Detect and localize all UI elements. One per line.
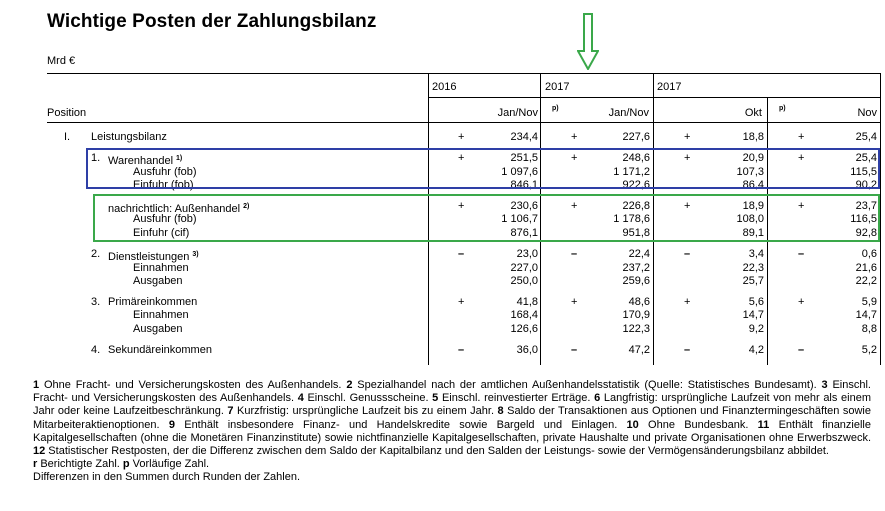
value-cell: 122,3 xyxy=(622,323,650,335)
value-sign: + xyxy=(684,152,691,164)
value-cell: 90,2 xyxy=(855,179,877,191)
value-cell: 846,1 xyxy=(510,179,538,191)
footnote-marker: 1 xyxy=(33,379,40,391)
header-marker-p: p) xyxy=(552,105,559,112)
value-cell: 22,4 xyxy=(628,248,650,260)
footnote-text: Ohne Bundesbank. xyxy=(638,418,758,431)
footnote-marker: 12 xyxy=(33,445,46,458)
row-label-text: Ausgaben xyxy=(133,275,183,287)
footnote-text: Enthält finanzielle Kapitalgesellschaften (ohne die Monetären Finanzinstitute) sowie nichtfinanzielle Kapitalgesellschaften, private Haushalte und private Organisationen ohne Erwerbszweck. xyxy=(33,418,871,444)
value-cell: 234,4 xyxy=(510,131,538,143)
value-sign: + xyxy=(571,131,578,143)
footnote-marker: p xyxy=(122,458,130,471)
footnote-marker: 3 xyxy=(821,379,828,391)
value-cell: 1 171,2 xyxy=(613,166,650,178)
value-sign: + xyxy=(458,200,465,212)
row-number: 1. xyxy=(91,152,101,164)
header-marker-p: p) xyxy=(779,105,786,112)
footnote-marker: 6 xyxy=(594,392,601,405)
value-cell: 227,6 xyxy=(622,131,650,143)
footnote-text: Differenzen in den Summen durch Runden der Zahlen. xyxy=(33,471,301,484)
value-cell: 23,7 xyxy=(855,200,877,212)
value-cell: 237,2 xyxy=(622,262,650,274)
value-cell: 259,6 xyxy=(622,275,650,287)
value-sign: + xyxy=(571,296,578,308)
row-label-text: Leistungsbilanz xyxy=(91,131,167,143)
value-sign: + xyxy=(458,152,465,164)
value-cell: 248,6 xyxy=(622,152,650,164)
page-title: Wichtige Posten der Zahlungsbilanz xyxy=(47,11,377,32)
value-cell: 22,2 xyxy=(855,275,877,287)
row-label-text: Sekundäreinkommen xyxy=(108,344,212,356)
value-cell: 22,3 xyxy=(742,262,764,274)
value-sign: + xyxy=(798,296,805,308)
value-sign: – xyxy=(571,248,578,260)
footnote-line xyxy=(33,458,871,471)
footnote-text: Berichtigte Zahl. xyxy=(37,458,123,471)
row-label-text: Ausfuhr (fob) xyxy=(133,166,197,178)
row-label-text: Ausfuhr (fob) xyxy=(133,213,197,225)
footnote-marker: 7 xyxy=(227,405,234,418)
value-cell: 250,0 xyxy=(510,275,538,287)
row-number: 3. xyxy=(91,296,101,308)
value-sign: + xyxy=(458,131,465,143)
value-cell: 226,8 xyxy=(622,200,650,212)
value-cell: 25,7 xyxy=(742,275,764,287)
footnote-text: Langfristig: ursprüngliche Laufzeit von mehr als einem Jahr oder keine Laufzeitbeschränkung. xyxy=(33,392,871,418)
footnote-text: Kurzfristig: ursprüngliche Laufzeit bis zu einem Jahr. xyxy=(233,405,498,418)
row-label-text: Ausgaben xyxy=(133,323,183,335)
value-cell: 41,8 xyxy=(516,296,538,308)
value-cell: 251,5 xyxy=(510,152,538,164)
value-cell: 1 178,6 xyxy=(613,213,650,225)
value-cell: 3,4 xyxy=(748,248,764,260)
row-label xyxy=(108,296,197,309)
value-cell: 5,9 xyxy=(861,296,877,308)
header-year-2017-a: 2017 xyxy=(545,81,570,93)
value-cell: 116,5 xyxy=(850,213,877,225)
value-sign: + xyxy=(798,131,805,143)
value-cell: 89,1 xyxy=(742,227,764,239)
value-cell: 20,9 xyxy=(742,152,764,164)
footnote-line xyxy=(33,379,871,458)
header-period-4: Nov xyxy=(857,107,877,119)
header-period-2: Jan/Nov xyxy=(608,107,649,119)
header-year-2016: 2016 xyxy=(432,81,457,93)
value-sign: – xyxy=(798,248,805,260)
value-cell: 1 097,6 xyxy=(501,166,538,178)
footnote-text: Einschl. Fracht- und Versicherungskosten des Außenhandels. xyxy=(33,379,871,405)
value-sign: – xyxy=(684,344,691,356)
value-cell: 86,4 xyxy=(742,179,764,191)
footnote-marker: 8 xyxy=(497,405,504,418)
row-label xyxy=(133,309,189,322)
row-label-text: Einnahmen xyxy=(133,262,189,274)
footnote-marker: 4 xyxy=(297,392,304,405)
value-sign: + xyxy=(684,131,691,143)
footnote-text: Einschl. reinvestierter Erträge. xyxy=(438,392,595,405)
footnote-line xyxy=(33,471,871,484)
value-cell: 922,6 xyxy=(622,179,650,191)
value-cell: 0,6 xyxy=(861,248,877,260)
value-sign: + xyxy=(571,152,578,164)
header-year-2017-b: 2017 xyxy=(657,81,682,93)
value-cell: 168,4 xyxy=(510,309,538,321)
value-cell: 8,8 xyxy=(861,323,877,335)
value-cell: 9,2 xyxy=(748,323,764,335)
row-label xyxy=(133,262,189,275)
row-label xyxy=(91,131,167,144)
row-number: 4. xyxy=(91,344,101,356)
value-sign: + xyxy=(571,200,578,212)
value-cell: 5,2 xyxy=(861,344,877,356)
footnote-text: Einschl. Genussscheine. xyxy=(303,392,433,405)
value-sign: – xyxy=(684,248,691,260)
value-cell: 4,2 xyxy=(748,344,764,356)
value-cell: 18,8 xyxy=(742,131,764,143)
value-cell: 126,6 xyxy=(510,323,538,335)
value-cell: 115,5 xyxy=(850,166,877,178)
value-cell: 1 106,7 xyxy=(501,213,538,225)
row-label-text: Einfuhr (cif) xyxy=(133,227,190,239)
footnote-text: Vorläufige Zahl. xyxy=(129,458,210,471)
value-cell: 951,8 xyxy=(622,227,650,239)
footnote-marker: 10 xyxy=(626,418,639,431)
value-cell: 14,7 xyxy=(742,309,764,321)
footnote-marker: 11 xyxy=(757,418,770,431)
value-sign: – xyxy=(458,344,465,356)
warenhandel-highlight xyxy=(86,148,880,189)
row-label-text: Einfuhr (fob) xyxy=(133,179,194,191)
row-label xyxy=(133,275,183,288)
value-cell: 36,0 xyxy=(516,344,538,356)
value-cell: 876,1 xyxy=(510,227,538,239)
footnote-text: Saldo der Transaktionen aus Optionen und Finanztermingeschäften sowie Mitarbeiteraktienoptionen. xyxy=(33,405,871,431)
row-label-text: Primäreinkommen xyxy=(108,296,198,308)
value-cell: 92,8 xyxy=(855,227,877,239)
down-arrow-icon xyxy=(577,13,599,70)
row-label-text: Warenhandel xyxy=(108,155,174,167)
row-number: 2. xyxy=(91,248,101,260)
header-period-3: Okt xyxy=(744,107,762,119)
value-cell: 170,9 xyxy=(622,309,650,321)
value-cell: 107,3 xyxy=(736,166,764,178)
value-cell: 23,0 xyxy=(516,248,538,260)
footnote-text: Statistischer Restposten, der die Differenz zwischen dem Saldo der Kapitalbilanz und den Salden der Leistungs- sowie der Vermögensänderungsbilanz abbildet. xyxy=(45,445,829,458)
footnote-ref: 1) xyxy=(176,155,183,162)
row-label-text: Dienstleistungen xyxy=(108,251,190,263)
value-cell: 21,6 xyxy=(855,262,877,274)
value-cell: 18,9 xyxy=(742,200,764,212)
value-sign: – xyxy=(571,344,578,356)
footnote-text: Spezialhandel nach der amtlichen Außenhandelsstatistik (Quelle: Statistisches Bundesamt). xyxy=(352,379,822,391)
footnote-ref: 3) xyxy=(192,251,199,258)
value-sign: + xyxy=(458,296,465,308)
footnote-marker: r xyxy=(33,458,38,471)
footnote-marker: 2 xyxy=(346,379,353,391)
footnote-text: Ohne Fracht- und Versicherungskosten des Außenhandels. xyxy=(39,379,347,391)
header-period-1: Jan/Nov xyxy=(497,107,538,119)
value-cell: 230,6 xyxy=(510,200,538,212)
value-sign: + xyxy=(684,296,691,308)
value-sign: – xyxy=(798,344,805,356)
value-cell: 14,7 xyxy=(855,309,877,321)
footnote-marker: 9 xyxy=(168,418,175,431)
row-label-text: Einnahmen xyxy=(133,309,189,321)
value-cell: 48,6 xyxy=(628,296,650,308)
value-sign: – xyxy=(458,248,465,260)
footnote-text: Enthält insbesondere Finanz- und Handelskredite sowie Bargeld und Einlagen. xyxy=(174,418,627,431)
footnote-marker: 5 xyxy=(432,392,439,405)
footnotes xyxy=(33,379,871,485)
value-cell: 25,4 xyxy=(855,152,877,164)
row-label xyxy=(108,344,212,357)
value-cell: 227,0 xyxy=(510,262,538,274)
header-position: Position xyxy=(47,107,87,119)
row-number: I. xyxy=(64,131,71,143)
value-cell: 5,6 xyxy=(748,296,764,308)
value-sign: + xyxy=(798,200,805,212)
value-cell: 47,2 xyxy=(628,344,650,356)
value-sign: + xyxy=(684,200,691,212)
value-cell: 25,4 xyxy=(855,131,877,143)
footnote-ref: 2) xyxy=(243,203,250,210)
value-cell: 108,0 xyxy=(736,213,764,225)
row-label-text: nachrichtlich: Außenhandel xyxy=(108,203,241,215)
value-sign: + xyxy=(798,152,805,164)
aussenhandel-highlight xyxy=(93,194,880,242)
row-label xyxy=(133,323,183,336)
unit-label: Mrd € xyxy=(47,55,76,67)
